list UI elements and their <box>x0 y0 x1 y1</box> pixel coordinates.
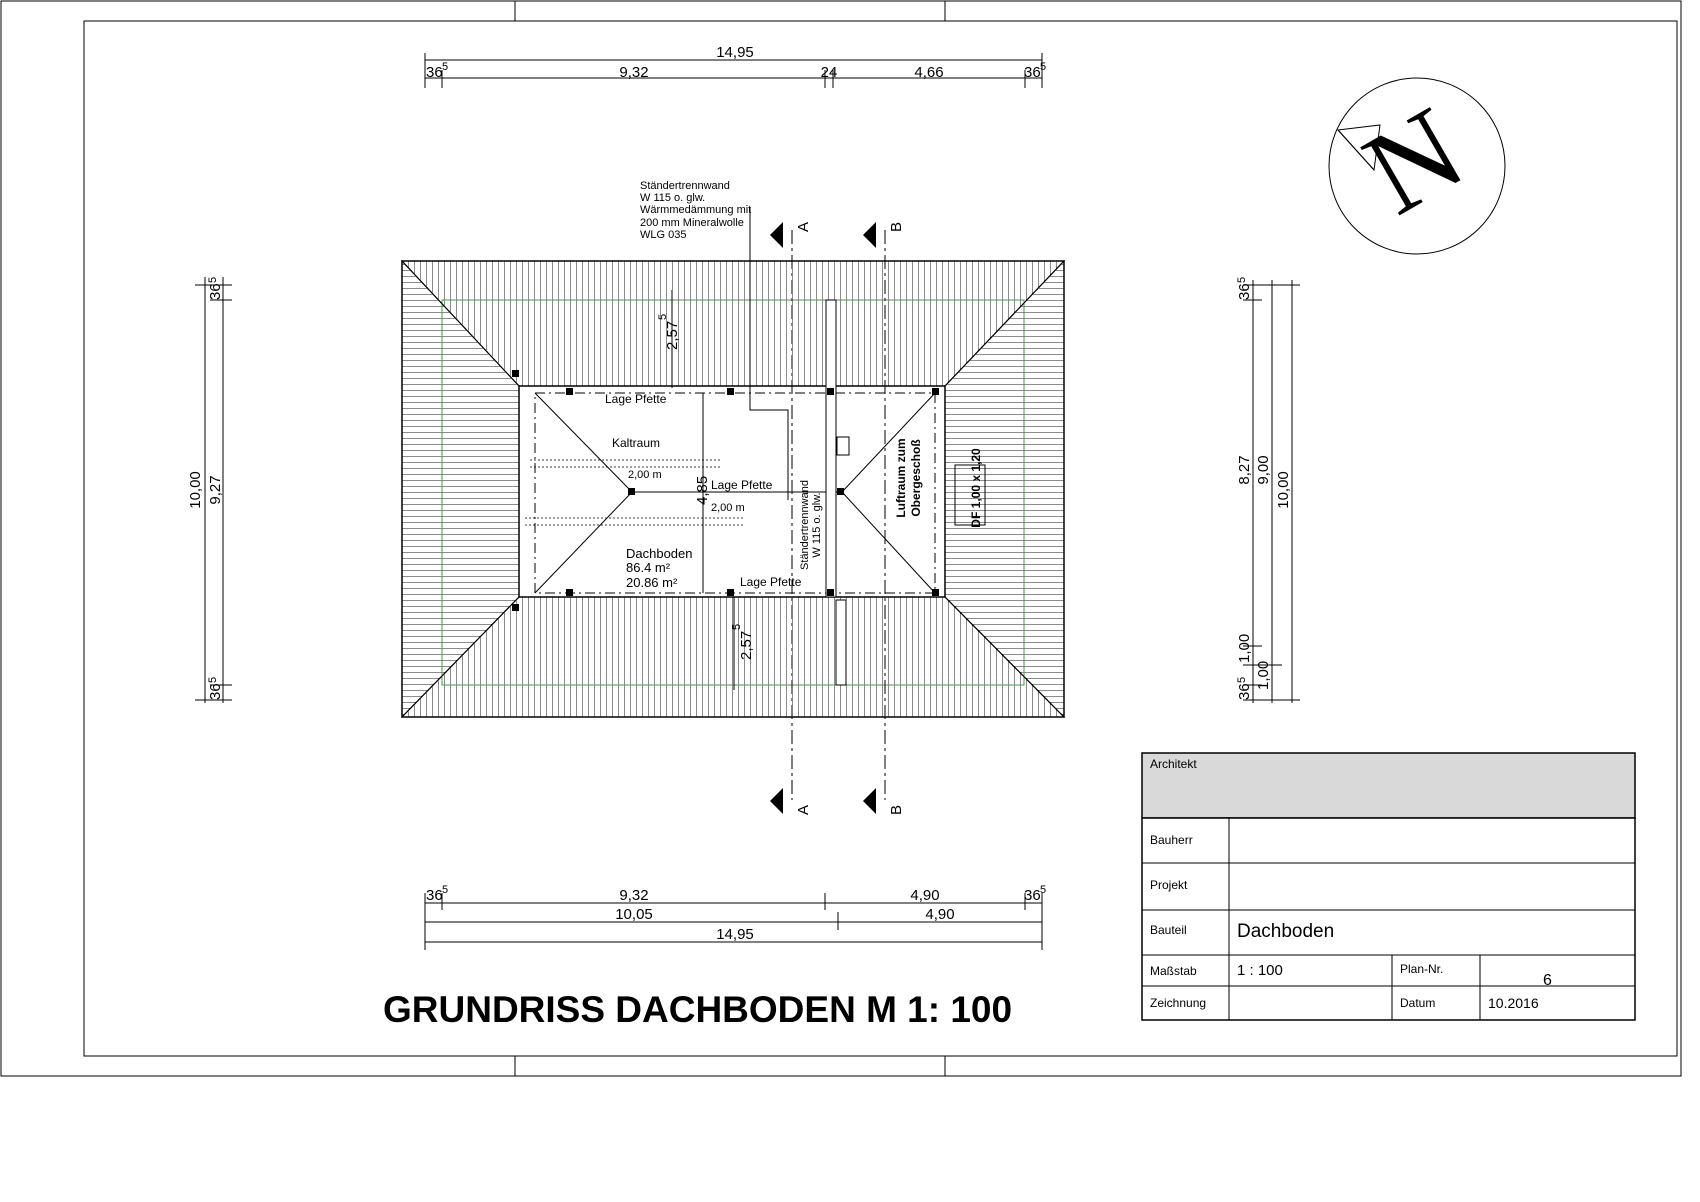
dim-left-bottom: 36 <box>207 683 224 700</box>
top-dimensions <box>425 44 1046 88</box>
label-span-2: 2,00 m <box>711 502 745 514</box>
dim-left-inner: 9,27 <box>207 475 224 505</box>
tb-zeichnung-label: Zeichnung <box>1150 996 1207 1010</box>
tb-architekt-label: Architekt <box>1150 757 1197 771</box>
plan-dim-bottom-sup: 5 <box>731 623 743 630</box>
tb-bauherr-label: Bauherr <box>1150 833 1193 847</box>
dim-right-c: 10,00 <box>1275 471 1292 509</box>
dim-right-bottom-sup: 5 <box>1236 676 1248 683</box>
label-kaltraum: Kaltraum <box>612 436 661 450</box>
label-span-1: 2,00 m <box>628 469 662 481</box>
dim-top-right-sup: 5 <box>1040 61 1047 73</box>
drawing-title: GRUNDRISS DACHBODEN M 1: 100 <box>383 989 1013 1030</box>
plan-dim-mid: 4,85 <box>694 475 711 505</box>
section-a-bottom: A <box>795 804 812 816</box>
plan-dim-top: 2,57 <box>664 320 681 350</box>
right-dimensions <box>1236 277 1300 703</box>
label-wall-vert-2: W 115 o. glw. <box>811 492 823 558</box>
dim-bottom-left-sup: 5 <box>442 884 449 896</box>
wall-note-1: Ständertrennwand <box>640 180 730 192</box>
tb-datum-label: Datum <box>1400 996 1436 1010</box>
wall-note-2: W 115 o. glw. <box>640 192 706 204</box>
dim-bottom-b: 4,90 <box>910 887 940 904</box>
dim-right-top-sup: 5 <box>1236 276 1248 283</box>
label-df: DF 1,00 x 1,20 <box>969 448 983 528</box>
dim-right-d: 1,00 <box>1236 633 1253 663</box>
dim-top-a: 9,32 <box>619 64 649 81</box>
dim-left-outer: 10,00 <box>187 471 204 509</box>
label-wall-vert-1: Ständertrennwand <box>799 480 811 570</box>
section-a-top: A <box>795 221 812 233</box>
dim-right-bottom: 36 <box>1236 683 1253 700</box>
tb-bauteil-label: Bauteil <box>1150 923 1187 937</box>
dim-right-a: 8,27 <box>1236 455 1253 485</box>
wall-note-5: WLG 035 <box>640 229 687 241</box>
dim-bottom-a: 9,32 <box>619 887 649 904</box>
wall-note-4: 200 mm Mineralwolle <box>640 217 744 229</box>
dim-right-e: 1,00 <box>1255 660 1272 690</box>
dim-top-left-sup: 5 <box>442 61 449 73</box>
label-pfette-bottom: Lage Pfette <box>740 575 802 589</box>
dim-top-b: 24 <box>820 64 838 81</box>
dim-bottom-c: 10,05 <box>615 906 653 923</box>
label-luftraum-1: Luftraum zum <box>894 438 908 518</box>
tb-projekt-label: Projekt <box>1150 878 1188 892</box>
label-dachboden: Dachboden <box>626 546 693 561</box>
dim-top-total: 14,95 <box>716 44 754 61</box>
dim-left-top: 36 <box>207 283 224 300</box>
north-letter: N <box>1342 81 1485 240</box>
roof-plan <box>402 208 1064 717</box>
tb-plannr-value: 6 <box>1543 972 1552 989</box>
dim-top-c: 4,66 <box>914 64 944 81</box>
tb-bauteil-value: Dachboden <box>1237 921 1335 942</box>
title-block <box>1142 753 1635 1020</box>
label-area-1: 86.4 m² <box>626 560 671 575</box>
plan-dim-top-sup: 5 <box>657 313 669 320</box>
left-dimensions <box>187 277 232 703</box>
dim-bottom-right-sup: 5 <box>1040 884 1047 896</box>
tb-datum-value: 10.2016 <box>1488 995 1539 1011</box>
label-pfette-mid: Lage Pfette <box>711 478 773 492</box>
dim-bottom-right: 36 <box>1024 887 1041 904</box>
label-pfette-top: Lage Pfette <box>605 392 667 406</box>
north-arrow <box>1329 78 1505 254</box>
wall-note-3: Wärmmedämmung mit <box>640 204 752 216</box>
dim-bottom-left: 36 <box>426 887 443 904</box>
label-area-2: 20.86 m² <box>626 575 678 590</box>
dim-left-top-sup: 5 <box>207 276 219 283</box>
dim-top-right: 36 <box>1024 64 1041 81</box>
bottom-dimensions <box>425 884 1046 950</box>
dim-bottom-total: 14,95 <box>716 926 754 943</box>
label-luftraum-2: Obergeschoß <box>909 439 923 517</box>
dim-bottom-d: 4,90 <box>925 906 955 923</box>
tb-massstab-value: 1 : 100 <box>1237 962 1283 979</box>
tb-massstab-label: Maßstab <box>1150 964 1197 978</box>
plan-dim-bottom: 2,57 <box>738 630 755 660</box>
tb-plannr-label: Plan-Nr. <box>1400 962 1444 976</box>
dim-right-b: 9,00 <box>1255 455 1272 485</box>
section-b-bottom: B <box>888 804 905 816</box>
section-b-top: B <box>888 221 905 233</box>
dim-left-bottom-sup: 5 <box>207 676 219 683</box>
dim-top-left: 36 <box>426 64 443 81</box>
dim-right-top: 36 <box>1236 283 1253 300</box>
